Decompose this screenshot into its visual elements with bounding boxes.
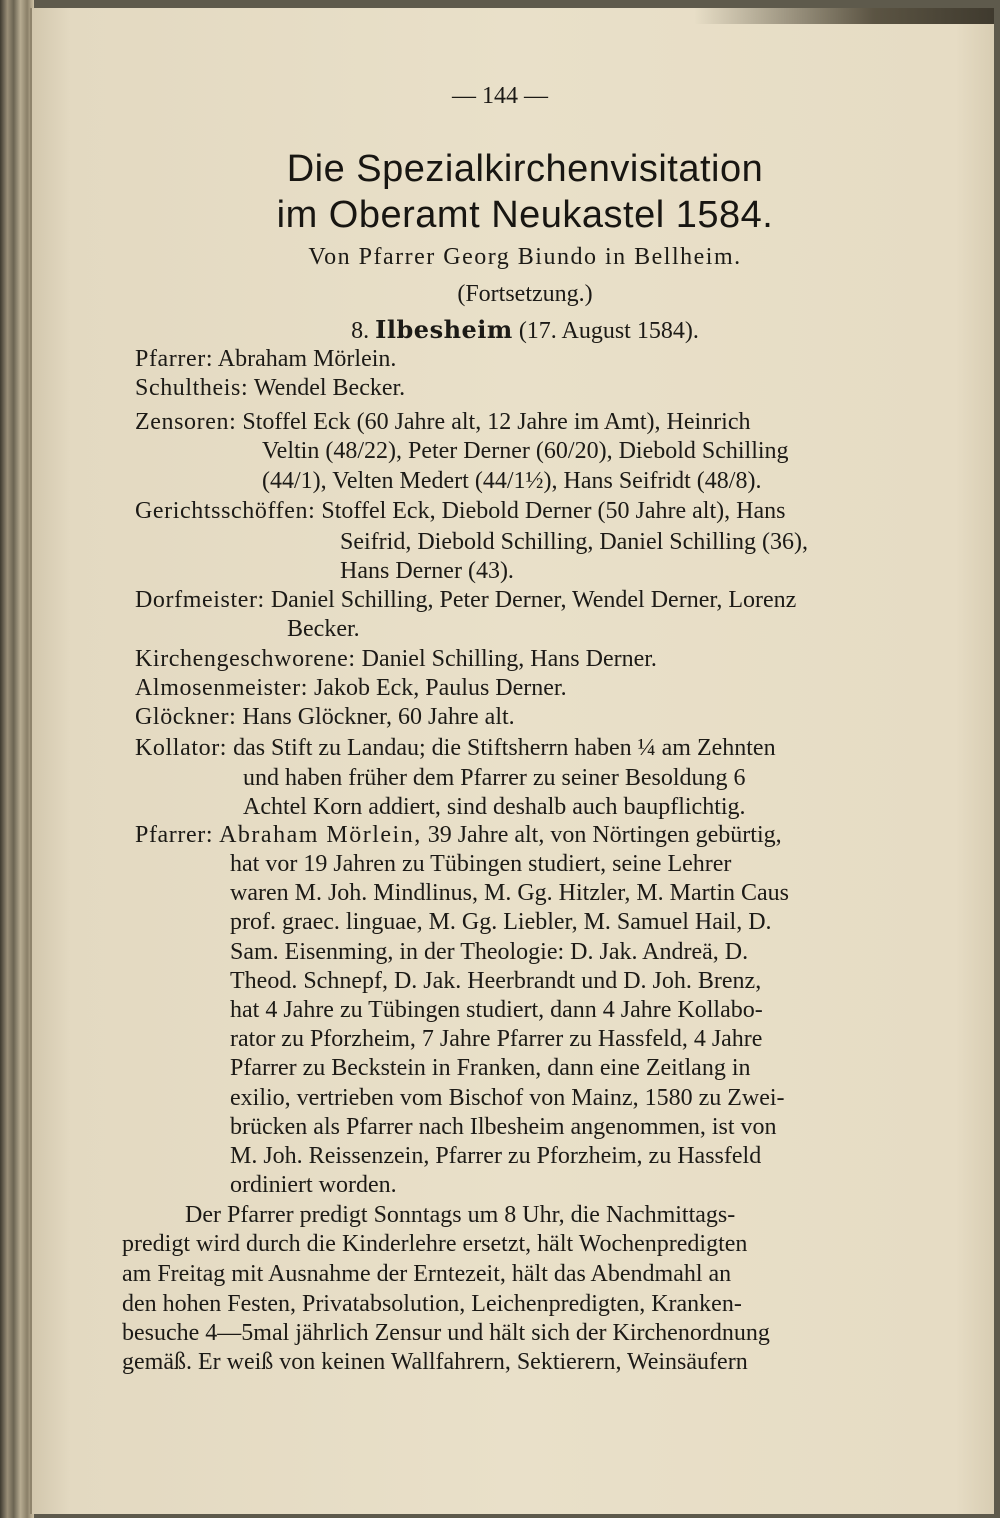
entry-continuation: Veltin (48/22), Peter Derner (60/20), Diebold Schilling bbox=[262, 438, 789, 464]
entry-label: Dorfmeister: bbox=[135, 587, 265, 613]
entry-value: das Stift zu Landau; die Stiftsherrn haben ¼ am Zehnten bbox=[233, 735, 776, 761]
entry-value: Wendel Becker. bbox=[253, 375, 406, 401]
entry-schultheis bbox=[135, 373, 405, 403]
entry-label: Schultheis: bbox=[135, 375, 249, 401]
entry-kirchengeschworene bbox=[135, 644, 657, 674]
entry-gerichtsschoeffen bbox=[135, 496, 785, 526]
entry-continuation: Theod. Schnepf, D. Jak. Heerbrandt und D. Joh. Brenz, bbox=[230, 968, 762, 994]
entry-value: Hans Glöckner, 60 Jahre alt. bbox=[242, 704, 515, 730]
entry-zensoren bbox=[135, 407, 750, 437]
paragraph-line: den hohen Festen, Privatabsolution, Leichenpredigten, Kranken- bbox=[122, 1291, 742, 1317]
entry-continuation: waren M. Joh. Mindlinus, M. Gg. Hitzler, M. Martin Caus bbox=[230, 880, 789, 906]
entry-label: Pfarrer: bbox=[135, 822, 214, 848]
entry-label: Glöckner: bbox=[135, 704, 237, 730]
entry-continuation: (44/1), Velten Medert (44/1½), Hans Seifridt (48/8). bbox=[262, 468, 762, 494]
entry-label: Pfarrer: bbox=[135, 346, 214, 372]
article-title-line-2: im Oberamt Neukastel 1584. bbox=[276, 194, 774, 236]
entry-continuation: Becker. bbox=[287, 616, 360, 642]
entry-label: Almosenmeister: bbox=[135, 675, 308, 701]
entry-kollator bbox=[135, 733, 776, 763]
entry-continuation: Seifrid, Diebold Schilling, Daniel Schilling (36), bbox=[340, 529, 808, 555]
entry-label: Gerichtsschöffen: bbox=[135, 498, 316, 524]
pastor-name: Abraham Mörlein, bbox=[219, 822, 422, 848]
article-title-line-1: Die Spezialkirchenvisitation bbox=[286, 148, 764, 190]
entry-continuation: Pfarrer zu Beckstein in Franken, dann eine Zeitlang in bbox=[230, 1055, 751, 1081]
page-top-shadow bbox=[694, 8, 994, 24]
entry-label: Zensoren: bbox=[135, 409, 237, 435]
entry-continuation: exilio, vertrieben vom Bischof von Mainz, 1580 zu Zwei- bbox=[230, 1085, 785, 1111]
entry-pfarrer bbox=[135, 344, 396, 374]
entry-pfarrer-bio bbox=[135, 820, 782, 850]
section-heading bbox=[0, 315, 1000, 346]
entry-value: 39 Jahre alt, von Nörtingen gebürtig, bbox=[427, 822, 782, 848]
section-place: Ilbesheim bbox=[375, 315, 513, 344]
paragraph-line: besuche 4—5mal jährlich Zensur und hält sich der Kirchenordnung bbox=[122, 1320, 770, 1346]
entry-value: Daniel Schilling, Hans Derner. bbox=[361, 646, 657, 672]
paragraph-line: predigt wird durch die Kinderlehre ersetzt, hält Wochenpredigten bbox=[122, 1231, 748, 1257]
continuation-note: (Fortsetzung.) bbox=[457, 281, 593, 307]
entry-continuation: hat vor 19 Jahren zu Tübingen studiert, seine Lehrer bbox=[230, 851, 732, 877]
entry-value: Stoffel Eck (60 Jahre alt, 12 Jahre im Amt), Heinrich bbox=[242, 409, 751, 435]
paragraph-line: am Freitag mit Ausnahme der Erntezeit, hält das Abendmahl an bbox=[122, 1261, 732, 1287]
entry-value: Stoffel Eck, Diebold Derner (50 Jahre alt), Hans bbox=[321, 498, 786, 524]
entry-label: Kollator: bbox=[135, 735, 228, 761]
entry-dorfmeister bbox=[135, 585, 796, 615]
entry-continuation: ordiniert worden. bbox=[230, 1172, 397, 1198]
section-date: (17. August 1584). bbox=[518, 318, 699, 344]
paragraph-line: gemäß. Er weiß von keinen Wallfahrern, Sektierern, Weinsäufern bbox=[122, 1349, 748, 1375]
entry-continuation: und haben früher dem Pfarrer zu seiner Besoldung 6 bbox=[243, 765, 746, 791]
author-line: Von Pfarrer Georg Biundo in Bellheim. bbox=[308, 244, 742, 270]
entry-value: Jakob Eck, Paulus Derner. bbox=[313, 675, 567, 701]
entry-gloeckner bbox=[135, 702, 515, 732]
entry-continuation: prof. graec. linguae, M. Gg. Liebler, M. Samuel Hail, D. bbox=[230, 909, 772, 935]
entry-continuation: hat 4 Jahre zu Tübingen studiert, dann 4 Jahre Kollabo- bbox=[230, 997, 763, 1023]
entry-value: Abraham Mörlein. bbox=[217, 346, 397, 372]
entry-continuation: brücken als Pfarrer nach Ilbesheim angenommen, ist von bbox=[230, 1114, 777, 1140]
entry-value: Daniel Schilling, Peter Derner, Wendel Derner, Lorenz bbox=[270, 587, 797, 613]
section-number: 8. bbox=[351, 318, 370, 344]
page-number: — 144 — bbox=[452, 83, 548, 109]
entry-continuation: M. Joh. Reissenzein, Pfarrer zu Pforzheim, zu Hassfeld bbox=[230, 1143, 762, 1169]
entry-label: Kirchengeschworene: bbox=[135, 646, 356, 672]
entry-continuation: Achtel Korn addiert, sind deshalb auch baupflichtig. bbox=[243, 794, 746, 820]
entry-continuation: rator zu Pforzheim, 7 Jahre Pfarrer zu Hassfeld, 4 Jahre bbox=[230, 1026, 763, 1052]
entry-almosenmeister bbox=[135, 673, 567, 703]
paragraph-line: Der Pfarrer predigt Sonntags um 8 Uhr, die Nachmittags- bbox=[185, 1202, 736, 1228]
entry-continuation: Sam. Eisenming, in der Theologie: D. Jak. Andreä, D. bbox=[230, 939, 749, 965]
entry-continuation: Hans Derner (43). bbox=[340, 558, 514, 584]
